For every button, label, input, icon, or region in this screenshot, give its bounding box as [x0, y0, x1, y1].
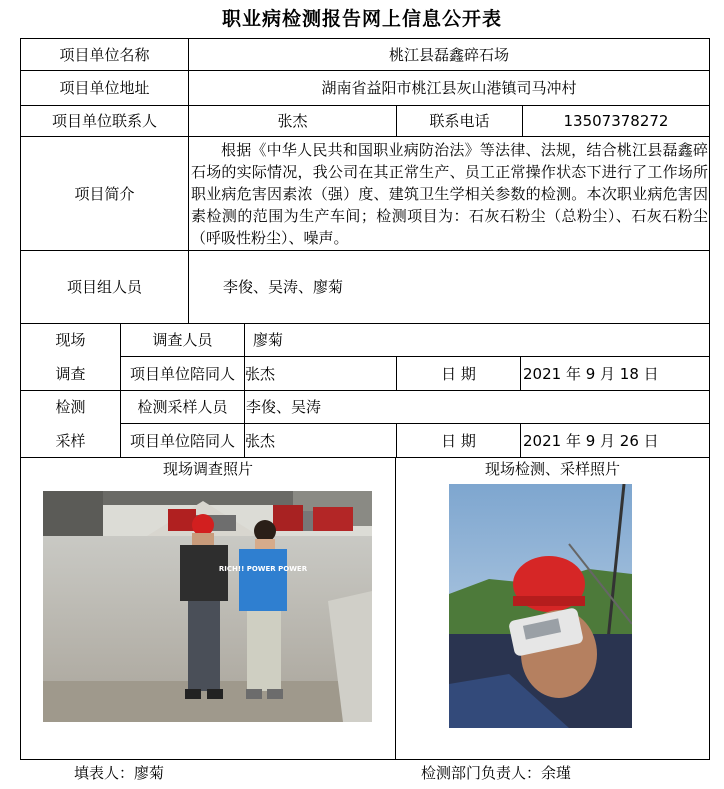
sampling-label-line2: 采样	[55, 431, 86, 450]
team-value: 李俊、吴涛、廖菊	[223, 278, 344, 296]
sampling-escort-label: 项目单位陪同人	[129, 431, 235, 450]
sampling-photo	[449, 484, 632, 728]
department-manager: 检测部门负责人：余瑾	[421, 764, 572, 782]
filler: 填表人：廖菊	[74, 764, 165, 782]
intro-text: 根据《中华人民共和国职业病防治法》等法律、法规，结合桃江县磊鑫碎石场的实际情况，我公司在其正常生产、员工正常操作状态下进行了工作场所职业病危害因素浓（强）度、建筑卫生学相关参数的检测。本次职业病危害因素检测的范围为生产车间；检测项目为：石灰石粉尘（总粉尘）、石灰石粉尘（呼吸性粉尘）、噪声。	[191, 141, 708, 247]
survey-photo-caption: 现场调查照片	[162, 460, 253, 478]
phone-label: 联系电话	[429, 112, 490, 130]
sampling-photo-caption: 现场检测、采样照片	[484, 460, 620, 478]
contact-label: 项目单位联系人	[51, 112, 157, 130]
project-name-label: 项目单位名称	[59, 45, 150, 64]
survey-label-line2: 调查	[55, 364, 86, 383]
phone-value: 13507378272	[563, 112, 669, 130]
survey-escort-value: 张杰	[245, 364, 276, 383]
address-value: 湖南省益阳市桃江县灰山港镇司马冲村	[321, 79, 577, 97]
intro-label: 项目简介	[74, 184, 135, 203]
sampler-value: 李俊、吴涛	[246, 398, 322, 416]
address-label: 项目单位地址	[59, 79, 150, 97]
survey-photo	[43, 491, 372, 722]
sampling-label-line1: 检测	[55, 398, 86, 416]
shirt-print: RICH!! POWER POWER	[218, 565, 308, 573]
sampler-label: 检测采样人员	[137, 398, 228, 416]
sampling-date-value: 2021 年 9 月 26 日	[523, 431, 659, 450]
sampling-date-label: 日 期	[441, 431, 476, 450]
contact-value: 张杰	[277, 112, 308, 130]
survey-escort-label: 项目单位陪同人	[129, 364, 235, 383]
survey-date-value: 2021 年 9 月 18 日	[523, 364, 659, 383]
survey-label-line1: 现场	[55, 331, 86, 349]
team-label: 项目组人员	[66, 278, 142, 296]
sampling-escort-value: 张杰	[245, 431, 276, 450]
investigator-label: 调查人员	[152, 331, 213, 349]
investigator-value: 廖菊	[253, 331, 284, 349]
survey-date-label: 日 期	[441, 364, 476, 383]
page-title: 职业病检测报告网上信息公开表	[221, 8, 502, 30]
project-name-value: 桃江县磊鑫碎石场	[388, 45, 509, 64]
